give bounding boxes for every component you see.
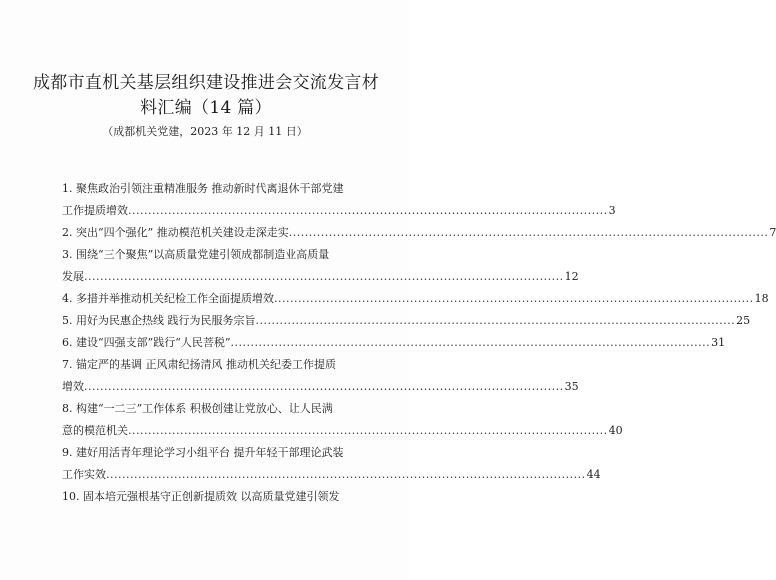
toc-entry-title: 建好用活青年理论学习小组平台 提升年轻干部理论武装 (76, 446, 344, 459)
toc-entry-number: 9. (62, 446, 73, 459)
toc-entry-line (62, 486, 358, 508)
toc-entry-line (62, 200, 616, 222)
toc-entry-title-continued: 增效 (62, 380, 84, 393)
document-title: 成都市直机关基层组织建设推进会交流发言材料汇编（14 篇） (33, 73, 379, 118)
toc-dot-leader (128, 200, 608, 222)
toc-entry-title-continued: 发展 (62, 270, 84, 283)
toc-page-number: 31 (711, 336, 726, 349)
toc-entry-number: 10. (62, 490, 80, 503)
toc-entry-line (62, 420, 623, 442)
toc-entry-number: 2. (62, 226, 73, 239)
toc-entry-line (62, 464, 601, 486)
toc-entry[interactable] (62, 178, 616, 222)
toc-dot-leader (256, 310, 736, 332)
toc-entry-line (62, 244, 358, 266)
toc-dot-leader (106, 464, 586, 486)
toc-page-number: 25 (736, 314, 751, 327)
toc-dot-leader (128, 420, 608, 442)
toc-entry-line (62, 310, 751, 332)
toc-entry-title: 聚焦政治引领注重精准服务 推动新时代离退休干部党建 (76, 182, 344, 195)
toc-entry-line (62, 354, 358, 376)
toc-entry[interactable] (62, 486, 358, 508)
toc-entry-title: 突出“四个强化” 推动模范机关建设走深走实 (76, 226, 289, 239)
toc-entry-title: 用好为民惠企热线 践行为民服务宗旨 (76, 314, 256, 327)
toc-entry[interactable] (62, 442, 601, 486)
toc-entry[interactable] (62, 354, 579, 398)
toc-page-number: 12 (564, 270, 579, 283)
toc-dot-leader (231, 332, 711, 354)
toc-entry-title: 建设“四强支部”践行“人民菩税” (76, 336, 231, 349)
toc-page-number: 44 (586, 468, 601, 481)
toc-entry[interactable] (62, 310, 751, 332)
toc-entry-number: 6. (62, 336, 73, 349)
toc-entry-title-continued: 工作实效 (62, 468, 106, 481)
toc-entry-line (62, 332, 726, 354)
toc-entry-line (62, 178, 358, 200)
toc-dot-leader (274, 288, 754, 310)
toc-entry-title-continued: 工作提质增效 (62, 204, 128, 217)
toc-entry-title: 固本培元强根基守正创新提质效 以高质量党建引领发 (83, 490, 340, 503)
toc-entry[interactable] (62, 222, 776, 244)
toc-page-number: 18 (754, 292, 769, 305)
toc-entry-line (62, 376, 579, 398)
toc-entry-title: 围绕“三个聚焦”以高质量党建引领成都制造业高质量 (76, 248, 330, 261)
document-subtitle: （成都机关党建，2023 年 12 月 11 日） (102, 125, 308, 138)
toc-entry-number: 1. (62, 182, 73, 195)
toc-entry-number: 4. (62, 292, 73, 305)
toc-entry[interactable] (62, 332, 726, 354)
toc-entry-number: 3. (62, 248, 73, 261)
toc-entry-title: 构建“一二三”工作体系 积极创建让党放心、让人民满 (76, 402, 333, 415)
toc-entry-line (62, 266, 579, 288)
toc-entry-number: 8. (62, 402, 73, 415)
toc-page-number: 3 (608, 204, 616, 217)
toc-dot-leader (289, 222, 769, 244)
toc-entry-title: 多措并举推动机关纪检工作全面提质增效 (76, 292, 274, 305)
toc-entry-line (62, 442, 358, 464)
toc-entry[interactable] (62, 288, 769, 310)
toc-entry-title-continued: 意的模范机关 (62, 424, 128, 437)
toc-entry-line (62, 222, 776, 244)
toc-dot-leader (84, 266, 564, 288)
toc-entry-line (62, 398, 358, 420)
toc-page-number: 35 (564, 380, 579, 393)
toc-entry-title: 锚定严的基调 正风肃纪扬清风 推动机关纪委工作提质 (76, 358, 336, 371)
toc-entry[interactable] (62, 398, 623, 442)
toc-entry[interactable] (62, 244, 579, 288)
toc-entry-line (62, 288, 769, 310)
toc-entry-number: 5. (62, 314, 73, 327)
toc-page-number: 40 (608, 424, 623, 437)
table-of-contents (62, 178, 776, 508)
toc-entry-number: 7. (62, 358, 73, 371)
toc-page-number: 7 (769, 226, 776, 239)
toc-dot-leader (84, 376, 564, 398)
